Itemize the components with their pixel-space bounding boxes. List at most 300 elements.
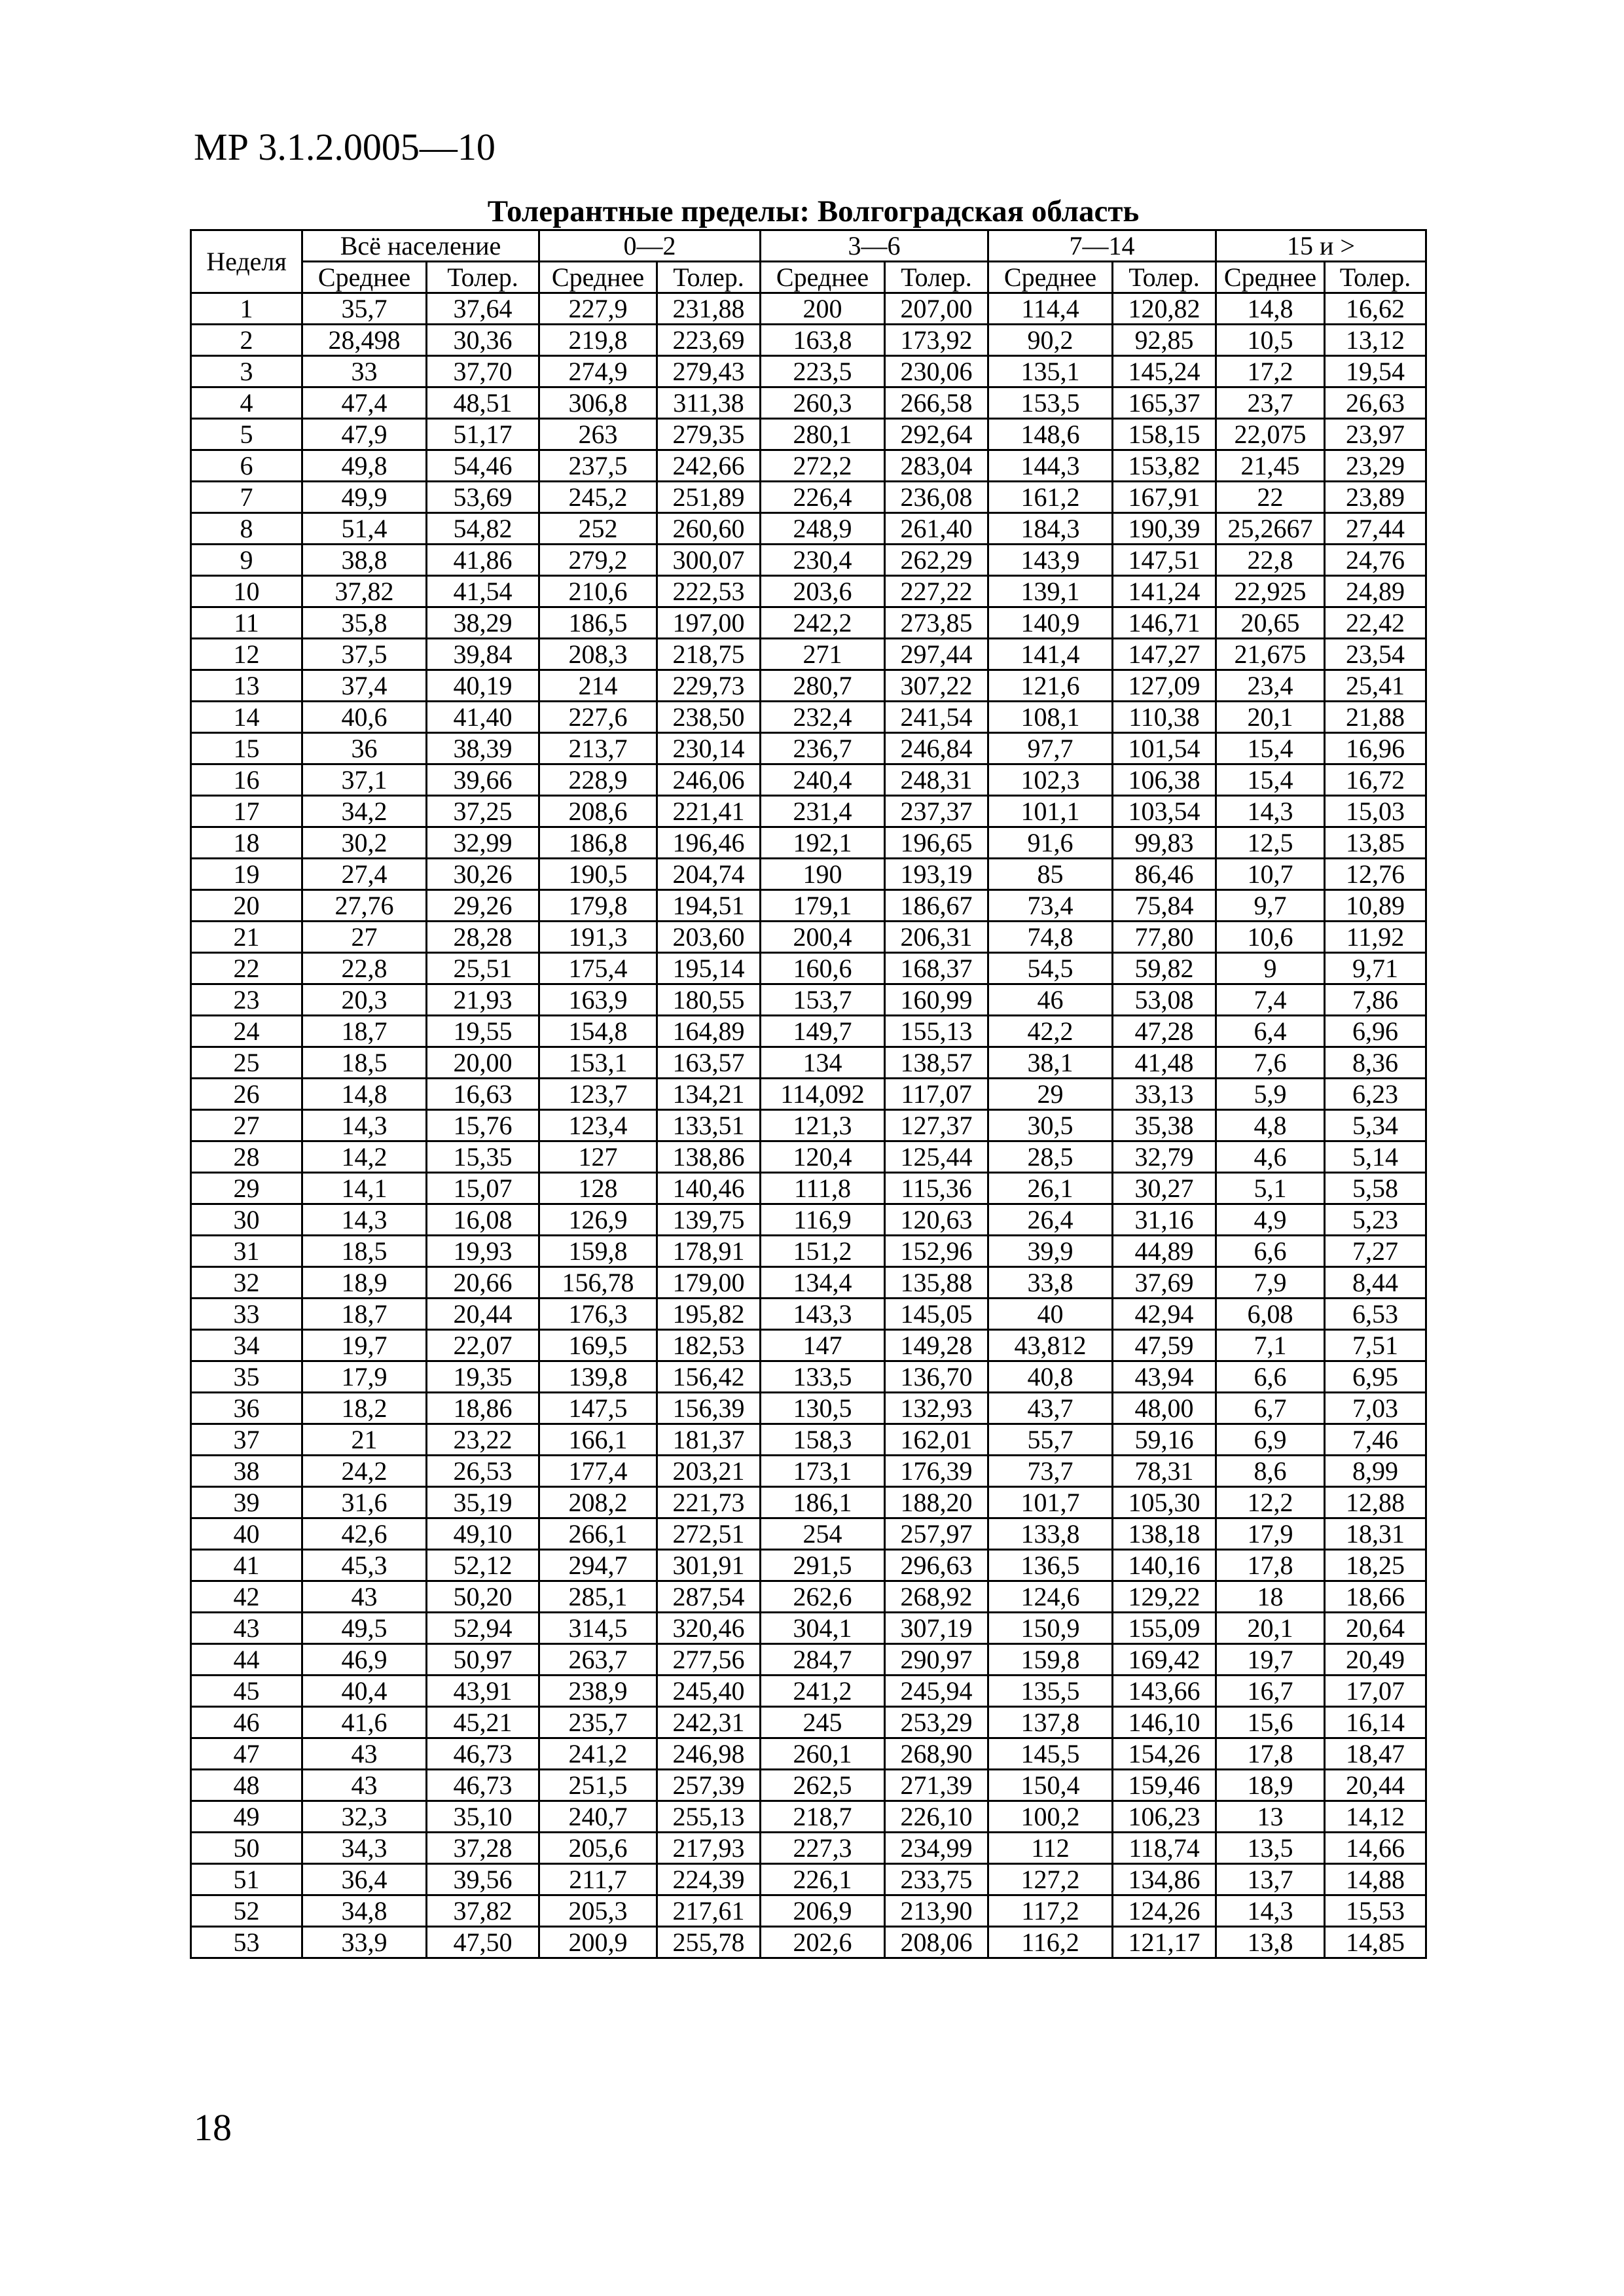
mean-cell: 20,3: [302, 984, 427, 1016]
tolerance-cell: 134,21: [657, 1079, 761, 1110]
mean-cell: 116,9: [761, 1204, 885, 1236]
tolerance-cell: 186,67: [885, 890, 988, 922]
mean-cell: 210,6: [539, 576, 657, 607]
table-row: [191, 1236, 1426, 1267]
week-cell: 13: [191, 670, 302, 702]
table-row: [191, 1738, 1426, 1770]
mean-cell: 263,7: [539, 1644, 657, 1676]
tolerance-cell: 120,82: [1113, 293, 1216, 325]
mean-cell: 149,7: [761, 1016, 885, 1047]
tolerance-cell: 15,07: [427, 1173, 539, 1204]
mean-cell: 45,3: [302, 1550, 427, 1581]
mean-cell: 29: [988, 1079, 1113, 1110]
week-cell: 6: [191, 450, 302, 482]
tolerance-cell: 136,70: [885, 1361, 988, 1393]
tolerance-cell: 223,69: [657, 325, 761, 356]
mean-cell: 175,4: [539, 953, 657, 984]
tolerance-cell: 23,54: [1325, 639, 1426, 670]
mean-cell: 143,3: [761, 1299, 885, 1330]
tolerance-cell: 159,46: [1113, 1770, 1216, 1801]
table-row: [191, 1079, 1426, 1110]
tolerance-cell: 14,85: [1325, 1927, 1426, 1958]
mean-cell: 14,1: [302, 1173, 427, 1204]
table-row: [191, 1581, 1426, 1613]
table-row: [191, 576, 1426, 607]
mean-cell: 120,4: [761, 1141, 885, 1173]
tolerance-cell: 10,89: [1325, 890, 1426, 922]
tolerance-cell: 101,54: [1113, 733, 1216, 764]
mean-cell: 227,3: [761, 1833, 885, 1864]
mean-cell: 135,5: [988, 1676, 1113, 1707]
tolerance-cell: 292,64: [885, 419, 988, 450]
mean-cell: 214: [539, 670, 657, 702]
tolerance-cell: 162,01: [885, 1424, 988, 1456]
tolerance-cell: 160,99: [885, 984, 988, 1016]
tolerance-cell: 6,95: [1325, 1361, 1426, 1393]
table-row: [191, 1613, 1426, 1644]
mean-cell: 36: [302, 733, 427, 764]
tolerance-cell: 124,26: [1113, 1895, 1216, 1927]
table-row: [191, 859, 1426, 890]
mean-cell: 241,2: [761, 1676, 885, 1707]
table-row: [191, 984, 1426, 1016]
mean-cell: 208,3: [539, 639, 657, 670]
mean-cell: 219,8: [539, 325, 657, 356]
tolerance-cell: 20,44: [1325, 1770, 1426, 1801]
mean-cell: 30,2: [302, 827, 427, 859]
tolerance-cell: 135,88: [885, 1267, 988, 1299]
mean-cell: 15,4: [1216, 764, 1325, 796]
tolerance-cell: 145,24: [1113, 356, 1216, 387]
tolerance-cell: 178,91: [657, 1236, 761, 1267]
tolerance-cell: 125,44: [885, 1141, 988, 1173]
sub-header-mean: Среднее: [302, 262, 427, 293]
table-row: [191, 702, 1426, 733]
tolerance-cell: 213,90: [885, 1895, 988, 1927]
table-row: [191, 1016, 1426, 1047]
tolerance-cell: 296,63: [885, 1550, 988, 1581]
mean-cell: 21,675: [1216, 639, 1325, 670]
table-header: [191, 230, 1426, 293]
mean-cell: 228,9: [539, 764, 657, 796]
table-row: [191, 1393, 1426, 1424]
mean-cell: 43: [302, 1581, 427, 1613]
mean-cell: 279,2: [539, 545, 657, 576]
tolerance-cell: 203,21: [657, 1456, 761, 1487]
mean-cell: 27,4: [302, 859, 427, 890]
week-cell: 19: [191, 859, 302, 890]
mean-cell: 47,9: [302, 419, 427, 450]
tolerance-cell: 106,23: [1113, 1801, 1216, 1833]
week-cell: 2: [191, 325, 302, 356]
mean-cell: 186,5: [539, 607, 657, 639]
mean-cell: 97,7: [988, 733, 1113, 764]
table-row: [191, 1204, 1426, 1236]
mean-cell: 27,76: [302, 890, 427, 922]
mean-cell: 237,5: [539, 450, 657, 482]
mean-cell: 21,45: [1216, 450, 1325, 482]
mean-cell: 280,1: [761, 419, 885, 450]
mean-cell: 227,6: [539, 702, 657, 733]
mean-cell: 145,5: [988, 1738, 1113, 1770]
tolerance-cell: 155,09: [1113, 1613, 1216, 1644]
tolerance-cell: 234,99: [885, 1833, 988, 1864]
tolerance-cell: 117,07: [885, 1079, 988, 1110]
mean-cell: 31,6: [302, 1487, 427, 1518]
mean-cell: 231,4: [761, 796, 885, 827]
tolerance-cell: 146,71: [1113, 607, 1216, 639]
mean-cell: 202,6: [761, 1927, 885, 1958]
tolerance-cell: 35,19: [427, 1487, 539, 1518]
tolerance-cell: 152,96: [885, 1236, 988, 1267]
tolerance-cell: 47,28: [1113, 1016, 1216, 1047]
tolerance-cell: 59,82: [1113, 953, 1216, 984]
mean-cell: 13,7: [1216, 1864, 1325, 1895]
tolerance-cell: 23,97: [1325, 419, 1426, 450]
tolerance-cell: 51,17: [427, 419, 539, 450]
mean-cell: 40,8: [988, 1361, 1113, 1393]
group-header-age-3-6: 3—6: [761, 230, 988, 262]
sub-header-tolerance: Толер.: [657, 262, 761, 293]
mean-cell: 227,9: [539, 293, 657, 325]
mean-cell: 208,2: [539, 1487, 657, 1518]
mean-cell: 37,1: [302, 764, 427, 796]
mean-cell: 127: [539, 1141, 657, 1173]
mean-cell: 166,1: [539, 1424, 657, 1456]
table-row: [191, 1267, 1426, 1299]
tolerance-cell: 197,00: [657, 607, 761, 639]
week-cell: 34: [191, 1330, 302, 1361]
tolerance-cell: 268,92: [885, 1581, 988, 1613]
tolerance-cell: 194,51: [657, 890, 761, 922]
mean-cell: 101,1: [988, 796, 1113, 827]
tolerance-cell: 5,58: [1325, 1173, 1426, 1204]
tolerance-cell: 7,03: [1325, 1393, 1426, 1424]
tolerance-cell: 41,48: [1113, 1047, 1216, 1079]
mean-cell: 114,092: [761, 1079, 885, 1110]
table-row: [191, 450, 1426, 482]
mean-cell: 18,7: [302, 1016, 427, 1047]
mean-cell: 192,1: [761, 827, 885, 859]
table-row: [191, 1801, 1426, 1833]
tolerance-cell: 182,53: [657, 1330, 761, 1361]
tolerance-table-container: [190, 229, 1427, 1959]
table-row: [191, 387, 1426, 419]
mean-cell: 17,8: [1216, 1550, 1325, 1581]
table-row: [191, 607, 1426, 639]
tolerance-cell: 307,22: [885, 670, 988, 702]
mean-cell: 17,2: [1216, 356, 1325, 387]
week-cell: 38: [191, 1456, 302, 1487]
mean-cell: 141,4: [988, 639, 1113, 670]
tolerance-cell: 230,06: [885, 356, 988, 387]
mean-cell: 18: [1216, 1581, 1325, 1613]
tolerance-cell: 127,09: [1113, 670, 1216, 702]
table-row: [191, 1927, 1426, 1958]
mean-cell: 101,7: [988, 1487, 1113, 1518]
mean-cell: 17,9: [302, 1361, 427, 1393]
mean-cell: 139,8: [539, 1361, 657, 1393]
table-row: [191, 1361, 1426, 1393]
mean-cell: 232,4: [761, 702, 885, 733]
mean-cell: 213,7: [539, 733, 657, 764]
mean-cell: 190,5: [539, 859, 657, 890]
table-row: [191, 1424, 1426, 1456]
mean-cell: 241,2: [539, 1738, 657, 1770]
mean-cell: 190: [761, 859, 885, 890]
mean-cell: 136,5: [988, 1550, 1113, 1581]
tolerance-cell: 20,64: [1325, 1613, 1426, 1644]
mean-cell: 274,9: [539, 356, 657, 387]
mean-cell: 18,5: [302, 1236, 427, 1267]
mean-cell: 25,2667: [1216, 513, 1325, 545]
week-cell: 48: [191, 1770, 302, 1801]
tolerance-cell: 230,14: [657, 733, 761, 764]
mean-cell: 5,9: [1216, 1079, 1325, 1110]
mean-cell: 100,2: [988, 1801, 1113, 1833]
tolerance-cell: 46,73: [427, 1738, 539, 1770]
mean-cell: 134: [761, 1047, 885, 1079]
tolerance-cell: 217,93: [657, 1833, 761, 1864]
tolerance-cell: 19,54: [1325, 356, 1426, 387]
sub-header-row: [191, 262, 1426, 293]
mean-cell: 160,6: [761, 953, 885, 984]
table-row: [191, 1864, 1426, 1895]
sub-header-tolerance: Толер.: [1113, 262, 1216, 293]
tolerance-cell: 23,29: [1325, 450, 1426, 482]
table-row: [191, 1770, 1426, 1801]
table-row: [191, 419, 1426, 450]
tolerance-cell: 195,14: [657, 953, 761, 984]
mean-cell: 43: [302, 1738, 427, 1770]
mean-cell: 226,1: [761, 1864, 885, 1895]
tolerance-cell: 255,13: [657, 1801, 761, 1833]
mean-cell: 127,2: [988, 1864, 1113, 1895]
tolerance-cell: 5,23: [1325, 1204, 1426, 1236]
mean-cell: 123,7: [539, 1079, 657, 1110]
mean-cell: 156,78: [539, 1267, 657, 1299]
tolerance-cell: 133,51: [657, 1110, 761, 1141]
tolerance-cell: 277,56: [657, 1644, 761, 1676]
table-row: [191, 1456, 1426, 1487]
mean-cell: 41,6: [302, 1707, 427, 1738]
mean-cell: 130,5: [761, 1393, 885, 1424]
mean-cell: 42,6: [302, 1518, 427, 1550]
tolerance-cell: 48,51: [427, 387, 539, 419]
tolerance-cell: 78,31: [1113, 1456, 1216, 1487]
mean-cell: 13,5: [1216, 1833, 1325, 1864]
tolerance-cell: 23,89: [1325, 482, 1426, 513]
mean-cell: 18,5: [302, 1047, 427, 1079]
tolerance-cell: 32,79: [1113, 1141, 1216, 1173]
tolerance-cell: 156,42: [657, 1361, 761, 1393]
tolerance-cell: 245,94: [885, 1676, 988, 1707]
week-cell: 12: [191, 639, 302, 670]
mean-cell: 22: [1216, 482, 1325, 513]
mean-cell: 134,4: [761, 1267, 885, 1299]
mean-cell: 22,8: [1216, 545, 1325, 576]
mean-cell: 8,6: [1216, 1456, 1325, 1487]
mean-cell: 46: [988, 984, 1113, 1016]
tolerance-cell: 30,27: [1113, 1173, 1216, 1204]
tolerance-cell: 257,97: [885, 1518, 988, 1550]
table-row: [191, 1676, 1426, 1707]
mean-cell: 133,8: [988, 1518, 1113, 1550]
table-row: [191, 513, 1426, 545]
tolerance-cell: 242,66: [657, 450, 761, 482]
tolerance-cell: 169,42: [1113, 1644, 1216, 1676]
tolerance-cell: 207,00: [885, 293, 988, 325]
tolerance-cell: 18,47: [1325, 1738, 1426, 1770]
mean-cell: 117,2: [988, 1895, 1113, 1927]
tolerance-cell: 38,39: [427, 733, 539, 764]
mean-cell: 154,8: [539, 1016, 657, 1047]
tolerance-cell: 297,44: [885, 639, 988, 670]
mean-cell: 10,7: [1216, 859, 1325, 890]
mean-cell: 262,6: [761, 1581, 885, 1613]
week-cell: 33: [191, 1299, 302, 1330]
mean-cell: 40: [988, 1299, 1113, 1330]
week-cell: 42: [191, 1581, 302, 1613]
tolerance-cell: 143,66: [1113, 1676, 1216, 1707]
tolerance-cell: 140,16: [1113, 1550, 1216, 1581]
tolerance-cell: 193,19: [885, 859, 988, 890]
table-row: [191, 922, 1426, 953]
mean-cell: 27: [302, 922, 427, 953]
tolerance-cell: 147,27: [1113, 639, 1216, 670]
mean-cell: 30,5: [988, 1110, 1113, 1141]
tolerance-cell: 35,10: [427, 1801, 539, 1833]
tolerance-cell: 42,94: [1113, 1299, 1216, 1330]
mean-cell: 16,7: [1216, 1676, 1325, 1707]
tolerance-cell: 222,53: [657, 576, 761, 607]
table-row: [191, 1707, 1426, 1738]
tolerance-cell: 290,97: [885, 1644, 988, 1676]
tolerance-cell: 246,84: [885, 733, 988, 764]
tolerance-cell: 12,76: [1325, 859, 1426, 890]
mean-cell: 211,7: [539, 1864, 657, 1895]
mean-cell: 40,6: [302, 702, 427, 733]
mean-cell: 22,075: [1216, 419, 1325, 450]
tolerance-cell: 18,66: [1325, 1581, 1426, 1613]
mean-cell: 200,9: [539, 1927, 657, 1958]
tolerance-cell: 145,05: [885, 1299, 988, 1330]
tolerance-cell: 141,24: [1113, 576, 1216, 607]
mean-cell: 19,7: [1216, 1644, 1325, 1676]
sub-header-mean: Среднее: [761, 262, 885, 293]
mean-cell: 153,1: [539, 1047, 657, 1079]
mean-cell: 262,5: [761, 1770, 885, 1801]
tolerance-cell: 92,85: [1113, 325, 1216, 356]
tolerance-cell: 233,75: [885, 1864, 988, 1895]
tolerance-cell: 13,85: [1325, 827, 1426, 859]
tolerance-cell: 19,55: [427, 1016, 539, 1047]
tolerance-cell: 21,93: [427, 984, 539, 1016]
tolerance-cell: 22,07: [427, 1330, 539, 1361]
mean-cell: 169,5: [539, 1330, 657, 1361]
mean-cell: 12,5: [1216, 827, 1325, 859]
tolerance-cell: 35,38: [1113, 1110, 1216, 1141]
week-cell: 39: [191, 1487, 302, 1518]
tolerance-cell: 31,16: [1113, 1204, 1216, 1236]
mean-cell: 153,5: [988, 387, 1113, 419]
mean-cell: 26,1: [988, 1173, 1113, 1204]
table-row: [191, 1110, 1426, 1141]
week-cell: 17: [191, 796, 302, 827]
mean-cell: 254: [761, 1518, 885, 1550]
tolerance-cell: 196,65: [885, 827, 988, 859]
tolerance-cell: 8,44: [1325, 1267, 1426, 1299]
tolerance-cell: 165,37: [1113, 387, 1216, 419]
mean-cell: 34,8: [302, 1895, 427, 1927]
tolerance-cell: 7,27: [1325, 1236, 1426, 1267]
tolerance-cell: 229,73: [657, 670, 761, 702]
week-cell: 43: [191, 1613, 302, 1644]
tolerance-cell: 246,98: [657, 1738, 761, 1770]
tolerance-cell: 129,22: [1113, 1581, 1216, 1613]
tolerance-cell: 24,76: [1325, 545, 1426, 576]
tolerance-cell: 272,51: [657, 1518, 761, 1550]
tolerance-cell: 156,39: [657, 1393, 761, 1424]
mean-cell: 14,3: [1216, 1895, 1325, 1927]
group-header-age-15-plus: 15 и >: [1216, 230, 1426, 262]
mean-cell: 35,8: [302, 607, 427, 639]
tolerance-cell: 110,38: [1113, 702, 1216, 733]
tolerance-cell: 17,07: [1325, 1676, 1426, 1707]
mean-cell: 163,9: [539, 984, 657, 1016]
tolerance-cell: 37,82: [427, 1895, 539, 1927]
mean-cell: 40,4: [302, 1676, 427, 1707]
tolerance-cell: 127,37: [885, 1110, 988, 1141]
mean-cell: 266,1: [539, 1518, 657, 1550]
mean-cell: 226,4: [761, 482, 885, 513]
mean-cell: 208,6: [539, 796, 657, 827]
tolerance-cell: 32,99: [427, 827, 539, 859]
table-row: [191, 1173, 1426, 1204]
week-cell: 16: [191, 764, 302, 796]
table-row: [191, 1518, 1426, 1550]
tolerance-cell: 300,07: [657, 545, 761, 576]
mean-cell: 203,6: [761, 576, 885, 607]
mean-cell: 9: [1216, 953, 1325, 984]
mean-cell: 260,1: [761, 1738, 885, 1770]
tolerance-cell: 16,96: [1325, 733, 1426, 764]
mean-cell: 240,4: [761, 764, 885, 796]
mean-cell: 116,2: [988, 1927, 1113, 1958]
tolerance-cell: 227,22: [885, 576, 988, 607]
mean-cell: 284,7: [761, 1644, 885, 1676]
week-cell: 50: [191, 1833, 302, 1864]
mean-cell: 18,7: [302, 1299, 427, 1330]
tolerance-cell: 11,92: [1325, 922, 1426, 953]
mean-cell: 184,3: [988, 513, 1113, 545]
mean-cell: 271: [761, 639, 885, 670]
mean-cell: 206,9: [761, 1895, 885, 1927]
tolerance-cell: 59,16: [1113, 1424, 1216, 1456]
tolerance-cell: 19,35: [427, 1361, 539, 1393]
mean-cell: 260,3: [761, 387, 885, 419]
mean-cell: 38,1: [988, 1047, 1113, 1079]
week-cell: 53: [191, 1927, 302, 1958]
tolerance-cell: 37,64: [427, 293, 539, 325]
mean-cell: 314,5: [539, 1613, 657, 1644]
mean-cell: 223,5: [761, 356, 885, 387]
tolerance-cell: 163,57: [657, 1047, 761, 1079]
mean-cell: 143,9: [988, 545, 1113, 576]
tolerance-cell: 149,28: [885, 1330, 988, 1361]
mean-cell: 306,8: [539, 387, 657, 419]
tolerance-cell: 138,57: [885, 1047, 988, 1079]
